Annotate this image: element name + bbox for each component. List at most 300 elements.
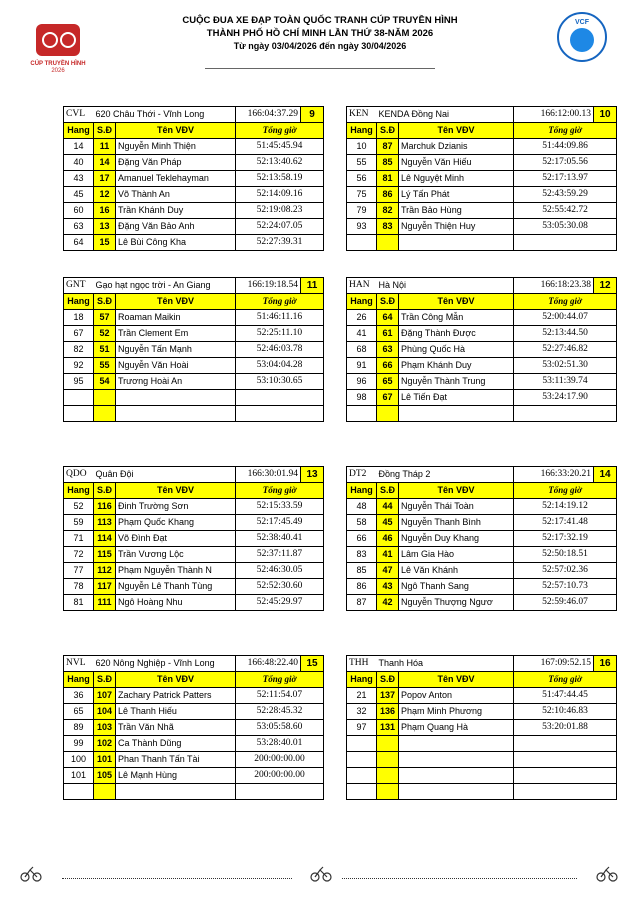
team-name: Thanh Hóa bbox=[377, 656, 514, 672]
rider-time: 53:28:40.01 bbox=[236, 736, 324, 752]
team-total-time: 166:48:22.40 bbox=[247, 658, 298, 668]
rider-bib: 45 bbox=[377, 515, 399, 531]
table-row bbox=[64, 704, 324, 720]
rider-rank: 86 bbox=[347, 579, 377, 595]
rider-rank: 87 bbox=[347, 595, 377, 611]
rider-name: Đặng Văn Bảo Anh bbox=[116, 219, 236, 235]
team-table-nvl bbox=[63, 655, 324, 800]
team-table-han bbox=[346, 277, 617, 422]
team-total-time: 166:18:23.38 bbox=[540, 280, 592, 290]
cyclist-icon bbox=[596, 864, 618, 882]
rider-name: Lê Bùi Công Kha bbox=[116, 235, 236, 251]
team-time-rank-cell bbox=[236, 278, 324, 294]
rider-name bbox=[116, 406, 236, 422]
rider-bib: 44 bbox=[377, 499, 399, 515]
rider-time: 53:05:58.60 bbox=[236, 720, 324, 736]
rider-time: 52:13:58.19 bbox=[236, 171, 324, 187]
table-row bbox=[64, 720, 324, 736]
rider-bib: 16 bbox=[94, 203, 116, 219]
rider-rank: 52 bbox=[64, 499, 94, 515]
rider-rank: 82 bbox=[64, 342, 94, 358]
rider-time: 52:52:30.60 bbox=[236, 579, 324, 595]
col-header-bib: S.Đ bbox=[377, 294, 399, 310]
rider-name: Lý Tấn Phát bbox=[399, 187, 514, 203]
rider-rank: 95 bbox=[64, 374, 94, 390]
cyclist-icon bbox=[310, 864, 332, 882]
table-row bbox=[347, 187, 617, 203]
team-rank: 16 bbox=[593, 656, 616, 671]
logo-text-2: 2026 bbox=[51, 68, 65, 74]
col-header-rank: Hang bbox=[347, 123, 377, 139]
col-header-bib: S.Đ bbox=[94, 483, 116, 499]
rider-rank bbox=[347, 235, 377, 251]
rider-bib: 85 bbox=[377, 155, 399, 171]
team-table-dt2 bbox=[346, 466, 617, 611]
rider-name: Đặng Văn Pháp bbox=[116, 155, 236, 171]
rider-bib: 83 bbox=[377, 219, 399, 235]
rider-bib: 54 bbox=[94, 374, 116, 390]
header-line-3: Từ ngày 03/04/2026 đến ngày 30/04/2026 bbox=[233, 41, 407, 51]
table-row bbox=[347, 704, 617, 720]
team-table-thh bbox=[346, 655, 617, 800]
rider-rank: 41 bbox=[347, 326, 377, 342]
rider-bib: 63 bbox=[377, 342, 399, 358]
rider-name: Nguyễn Thái Toàn bbox=[399, 499, 514, 515]
rider-bib: 57 bbox=[94, 310, 116, 326]
rider-time bbox=[514, 752, 617, 768]
column-header-row bbox=[64, 672, 324, 688]
rider-bib bbox=[94, 784, 116, 800]
rider-bib: 113 bbox=[94, 515, 116, 531]
rider-time: 52:19:08.23 bbox=[236, 203, 324, 219]
rider-time bbox=[514, 736, 617, 752]
rider-bib bbox=[377, 736, 399, 752]
table-row bbox=[64, 342, 324, 358]
rider-bib bbox=[377, 768, 399, 784]
team-total-time: 166:33:20.21 bbox=[540, 469, 591, 479]
col-header-time: Tổng giờ bbox=[514, 123, 617, 139]
rider-rank: 60 bbox=[64, 203, 94, 219]
col-header-name: Tên VĐV bbox=[116, 294, 236, 310]
table-row bbox=[347, 531, 617, 547]
rider-bib: 115 bbox=[94, 547, 116, 563]
rider-bib: 64 bbox=[377, 310, 399, 326]
rider-bib: 51 bbox=[94, 342, 116, 358]
rider-name bbox=[399, 752, 514, 768]
team-table-gnt bbox=[63, 277, 324, 422]
col-header-rank: Hang bbox=[347, 294, 377, 310]
column-header-row bbox=[64, 294, 324, 310]
col-header-rank: Hang bbox=[64, 123, 94, 139]
rider-rank: 78 bbox=[64, 579, 94, 595]
rider-rank: 10 bbox=[347, 139, 377, 155]
rider-bib: 82 bbox=[377, 203, 399, 219]
rider-time: 200:00:00.00 bbox=[236, 752, 324, 768]
team-name: Hà Nội bbox=[377, 278, 514, 294]
rider-bib: 114 bbox=[94, 531, 116, 547]
team-code: CVL bbox=[64, 107, 94, 123]
rider-name: Lê Văn Khánh bbox=[399, 563, 514, 579]
table-row bbox=[347, 752, 617, 768]
rider-time: 52:59:46.07 bbox=[514, 595, 617, 611]
rider-bib bbox=[377, 752, 399, 768]
rider-name: Võ Thành An bbox=[116, 187, 236, 203]
table-row bbox=[64, 563, 324, 579]
table-row bbox=[347, 768, 617, 784]
rider-bib: 81 bbox=[377, 171, 399, 187]
rider-name: Phạm Quang Hà bbox=[399, 720, 514, 736]
rider-rank: 26 bbox=[347, 310, 377, 326]
table-row bbox=[64, 139, 324, 155]
rider-name: Nguyễn Tấn Mạnh bbox=[116, 342, 236, 358]
rider-name: Nguyễn Lê Thanh Tùng bbox=[116, 579, 236, 595]
col-header-name: Tên VĐV bbox=[399, 672, 514, 688]
rider-rank: 81 bbox=[64, 595, 94, 611]
rider-name: Amanuel Teklehayman bbox=[116, 171, 236, 187]
table-row bbox=[347, 374, 617, 390]
rider-name: Phạm Khánh Duy bbox=[399, 358, 514, 374]
rider-name: Nguyễn Minh Thiện bbox=[116, 139, 236, 155]
rider-bib: 14 bbox=[94, 155, 116, 171]
rider-time: 52:28:45.32 bbox=[236, 704, 324, 720]
vcf-logo bbox=[555, 10, 610, 65]
team-total-time: 166:19:18.54 bbox=[247, 280, 298, 290]
rider-rank: 96 bbox=[347, 374, 377, 390]
rider-rank: 92 bbox=[64, 358, 94, 374]
col-header-bib: S.Đ bbox=[377, 123, 399, 139]
rider-rank bbox=[64, 406, 94, 422]
col-header-bib: S.Đ bbox=[94, 123, 116, 139]
column-header-row bbox=[347, 123, 617, 139]
rider-time: 52:15:33.59 bbox=[236, 499, 324, 515]
table-row bbox=[64, 752, 324, 768]
rider-rank: 36 bbox=[64, 688, 94, 704]
team-rank: 9 bbox=[300, 107, 323, 122]
rider-bib: 137 bbox=[377, 688, 399, 704]
team-code: DT2 bbox=[347, 467, 377, 483]
rider-time: 52:57:02.36 bbox=[514, 563, 617, 579]
rider-time: 52:38:40.41 bbox=[236, 531, 324, 547]
team-name: KENDA Đồng Nai bbox=[377, 107, 514, 123]
rider-time: 52:14:09.16 bbox=[236, 187, 324, 203]
col-header-rank: Hang bbox=[64, 483, 94, 499]
rider-bib: 131 bbox=[377, 720, 399, 736]
rider-name: Ngô Thanh Sang bbox=[399, 579, 514, 595]
rider-rank bbox=[347, 768, 377, 784]
rider-time bbox=[236, 784, 324, 800]
rider-name: Popov Anton bbox=[399, 688, 514, 704]
col-header-rank: Hang bbox=[64, 294, 94, 310]
footer-line-left bbox=[62, 878, 292, 879]
rider-bib bbox=[94, 406, 116, 422]
table-row bbox=[347, 406, 617, 422]
rider-name: Trần Vương Lộc bbox=[116, 547, 236, 563]
rider-name: Trần Văn Nhã bbox=[116, 720, 236, 736]
rider-bib: 46 bbox=[377, 531, 399, 547]
rider-time: 52:46:30.05 bbox=[236, 563, 324, 579]
rider-name: Lê Nguyệt Minh bbox=[399, 171, 514, 187]
rider-rank bbox=[347, 736, 377, 752]
table-row bbox=[64, 499, 324, 515]
rider-name: Ca Thành Dũng bbox=[116, 736, 236, 752]
rider-time: 51:45:45.94 bbox=[236, 139, 324, 155]
rider-time: 52:27:39.31 bbox=[236, 235, 324, 251]
rider-bib: 12 bbox=[94, 187, 116, 203]
team-time-rank-cell bbox=[236, 107, 324, 123]
rider-name: Roaman Maikin bbox=[116, 310, 236, 326]
col-header-time: Tổng giờ bbox=[514, 672, 617, 688]
table-row bbox=[347, 547, 617, 563]
rider-rank: 98 bbox=[347, 390, 377, 406]
table-row bbox=[347, 579, 617, 595]
rider-rank: 75 bbox=[347, 187, 377, 203]
rider-bib: 111 bbox=[94, 595, 116, 611]
team-title-row bbox=[64, 656, 324, 672]
col-header-time: Tổng giờ bbox=[514, 483, 617, 499]
rider-rank: 56 bbox=[347, 171, 377, 187]
rider-time: 52:17:45.49 bbox=[236, 515, 324, 531]
table-row bbox=[64, 736, 324, 752]
rider-name: Lâm Gia Hào bbox=[399, 547, 514, 563]
column-header-row bbox=[347, 294, 617, 310]
rider-bib: 86 bbox=[377, 187, 399, 203]
team-title-row bbox=[347, 467, 617, 483]
rider-bib bbox=[94, 390, 116, 406]
table-row bbox=[64, 326, 324, 342]
rider-bib: 41 bbox=[377, 547, 399, 563]
team-time-rank-cell bbox=[236, 656, 324, 672]
rider-time bbox=[236, 406, 324, 422]
footer-line-right bbox=[342, 878, 577, 879]
rider-bib: 117 bbox=[94, 579, 116, 595]
rider-name: Đặng Thành Được bbox=[399, 326, 514, 342]
team-name: Đồng Tháp 2 bbox=[377, 467, 514, 483]
team-name: 620 Châu Thới - Vĩnh Long bbox=[94, 107, 236, 123]
rider-bib: 66 bbox=[377, 358, 399, 374]
rider-rank: 100 bbox=[64, 752, 94, 768]
team-code: HAN bbox=[347, 278, 377, 294]
rider-rank: 48 bbox=[347, 499, 377, 515]
rider-bib: 102 bbox=[94, 736, 116, 752]
team-time-rank-cell bbox=[514, 656, 617, 672]
rider-time: 52:57:10.73 bbox=[514, 579, 617, 595]
col-header-bib: S.Đ bbox=[377, 672, 399, 688]
rider-name: Nguyễn Duy Khang bbox=[399, 531, 514, 547]
rider-time bbox=[514, 235, 617, 251]
rider-time bbox=[514, 406, 617, 422]
rider-name: Phan Thanh Tấn Tài bbox=[116, 752, 236, 768]
rider-rank: 79 bbox=[347, 203, 377, 219]
table-row bbox=[347, 171, 617, 187]
rider-bib: 42 bbox=[377, 595, 399, 611]
table-row bbox=[64, 219, 324, 235]
rider-bib: 116 bbox=[94, 499, 116, 515]
rider-time: 52:24:07.05 bbox=[236, 219, 324, 235]
table-row bbox=[64, 390, 324, 406]
rider-time: 53:20:01.88 bbox=[514, 720, 617, 736]
table-row bbox=[347, 736, 617, 752]
rider-rank: 14 bbox=[64, 139, 94, 155]
rider-time: 52:25:11.10 bbox=[236, 326, 324, 342]
table-row bbox=[347, 688, 617, 704]
rider-rank: 71 bbox=[64, 531, 94, 547]
rider-rank: 58 bbox=[347, 515, 377, 531]
rider-rank: 77 bbox=[64, 563, 94, 579]
team-name: Gạo hạt ngọc trời - An Giang bbox=[94, 278, 236, 294]
table-row bbox=[64, 374, 324, 390]
rider-time: 52:00:44.07 bbox=[514, 310, 617, 326]
cup-logo bbox=[28, 20, 88, 78]
rider-rank: 40 bbox=[64, 155, 94, 171]
rider-rank: 67 bbox=[64, 326, 94, 342]
rider-bib: 101 bbox=[94, 752, 116, 768]
rider-time: 53:05:30.08 bbox=[514, 219, 617, 235]
vcf-logo-text: VCF bbox=[575, 19, 589, 26]
rider-name: Phạm Quốc Khang bbox=[116, 515, 236, 531]
col-header-bib: S.Đ bbox=[94, 294, 116, 310]
rider-name: Trần Công Mẫn bbox=[399, 310, 514, 326]
rider-bib: 17 bbox=[94, 171, 116, 187]
rider-bib: 65 bbox=[377, 374, 399, 390]
table-row bbox=[347, 342, 617, 358]
rider-bib: 67 bbox=[377, 390, 399, 406]
rider-rank: 18 bbox=[64, 310, 94, 326]
column-header-row bbox=[64, 483, 324, 499]
rider-time: 52:37:11.87 bbox=[236, 547, 324, 563]
rider-bib bbox=[377, 406, 399, 422]
rider-rank: 55 bbox=[347, 155, 377, 171]
rider-time bbox=[514, 784, 617, 800]
rider-name bbox=[399, 768, 514, 784]
team-rank: 10 bbox=[593, 107, 616, 122]
table-row bbox=[64, 579, 324, 595]
rider-name: Lê Thanh Hiếu bbox=[116, 704, 236, 720]
team-title-row bbox=[64, 278, 324, 294]
team-rank: 15 bbox=[300, 656, 323, 671]
team-table-ken bbox=[346, 106, 617, 251]
rider-rank: 68 bbox=[347, 342, 377, 358]
rider-rank: 45 bbox=[64, 187, 94, 203]
col-header-bib: S.Đ bbox=[377, 483, 399, 499]
table-row bbox=[347, 784, 617, 800]
team-rank: 13 bbox=[300, 467, 323, 482]
col-header-time: Tổng giờ bbox=[514, 294, 617, 310]
table-row bbox=[64, 688, 324, 704]
table-row bbox=[64, 187, 324, 203]
rider-time: 52:17:41.48 bbox=[514, 515, 617, 531]
rider-bib: 136 bbox=[377, 704, 399, 720]
table-row bbox=[64, 547, 324, 563]
team-title-row bbox=[64, 467, 324, 483]
rider-name bbox=[116, 784, 236, 800]
rider-rank: 83 bbox=[347, 547, 377, 563]
rider-time: 53:02:51.30 bbox=[514, 358, 617, 374]
col-header-name: Tên VĐV bbox=[116, 672, 236, 688]
column-header-row bbox=[347, 672, 617, 688]
team-total-time: 166:12:00.13 bbox=[540, 109, 592, 119]
team-time-rank-cell bbox=[514, 467, 617, 483]
rider-bib: 87 bbox=[377, 139, 399, 155]
column-header-row bbox=[347, 483, 617, 499]
rider-name: Phạm Nguyễn Thành N bbox=[116, 563, 236, 579]
rider-name: Nguyễn Thiện Huy bbox=[399, 219, 514, 235]
rider-name: Võ Đình Đạt bbox=[116, 531, 236, 547]
rider-rank bbox=[347, 784, 377, 800]
col-header-name: Tên VĐV bbox=[399, 123, 514, 139]
rider-rank bbox=[64, 784, 94, 800]
team-name: Quân Đội bbox=[94, 467, 236, 483]
team-code: QDO bbox=[64, 467, 94, 483]
rider-time: 52:11:54.07 bbox=[236, 688, 324, 704]
table-row bbox=[347, 499, 617, 515]
col-header-time: Tổng giờ bbox=[236, 294, 324, 310]
rider-name: Trương Hoài An bbox=[116, 374, 236, 390]
header-line-2: THÀNH PHỐ HỒ CHÍ MINH LẦN THỨ 38-NĂM 2026 bbox=[206, 28, 434, 39]
column-header-row bbox=[64, 123, 324, 139]
rider-rank: 97 bbox=[347, 720, 377, 736]
team-title-row bbox=[347, 278, 617, 294]
table-row bbox=[64, 406, 324, 422]
team-title-row bbox=[347, 107, 617, 123]
rider-rank: 59 bbox=[64, 515, 94, 531]
rider-name: Zachary Patrick Patters bbox=[116, 688, 236, 704]
rider-rank: 21 bbox=[347, 688, 377, 704]
table-row bbox=[347, 310, 617, 326]
team-name: 620 Nông Nghiệp - Vĩnh Long bbox=[94, 656, 236, 672]
cyclist-icon bbox=[20, 864, 42, 882]
table-row bbox=[64, 784, 324, 800]
rider-time: 52:10:46.83 bbox=[514, 704, 617, 720]
rider-time: 52:13:40.62 bbox=[236, 155, 324, 171]
rider-name: Đinh Trường Sơn bbox=[116, 499, 236, 515]
rider-bib: 105 bbox=[94, 768, 116, 784]
table-row bbox=[64, 203, 324, 219]
rider-time: 52:43:59.29 bbox=[514, 187, 617, 203]
team-table-qdo bbox=[63, 466, 324, 611]
rider-rank: 91 bbox=[347, 358, 377, 374]
rider-time: 53:04:04.28 bbox=[236, 358, 324, 374]
team-rank: 12 bbox=[593, 278, 616, 293]
rider-name: Phùng Quốc Hà bbox=[399, 342, 514, 358]
team-code: KEN bbox=[347, 107, 377, 123]
rider-rank: 66 bbox=[347, 531, 377, 547]
rider-bib bbox=[377, 235, 399, 251]
rider-bib: 11 bbox=[94, 139, 116, 155]
table-row bbox=[347, 139, 617, 155]
rider-name: Nguyễn Thành Trung bbox=[399, 374, 514, 390]
rider-rank bbox=[64, 390, 94, 406]
table-row bbox=[64, 171, 324, 187]
team-rank: 14 bbox=[593, 467, 616, 482]
team-total-time: 166:30:01.94 bbox=[247, 469, 298, 479]
rider-name: Trần Khánh Duy bbox=[116, 203, 236, 219]
rider-time: 53:24:17.90 bbox=[514, 390, 617, 406]
table-row bbox=[64, 515, 324, 531]
team-time-rank-cell bbox=[514, 278, 617, 294]
rider-rank: 64 bbox=[64, 235, 94, 251]
team-code: GNT bbox=[64, 278, 94, 294]
team-rank: 11 bbox=[300, 278, 323, 293]
page-header bbox=[140, 14, 500, 53]
table-row bbox=[64, 358, 324, 374]
table-row bbox=[347, 203, 617, 219]
team-time-rank-cell bbox=[514, 107, 617, 123]
rider-time: 52:46:03.78 bbox=[236, 342, 324, 358]
rider-bib: 61 bbox=[377, 326, 399, 342]
table-row bbox=[347, 155, 617, 171]
rider-rank bbox=[347, 406, 377, 422]
table-row bbox=[347, 595, 617, 611]
